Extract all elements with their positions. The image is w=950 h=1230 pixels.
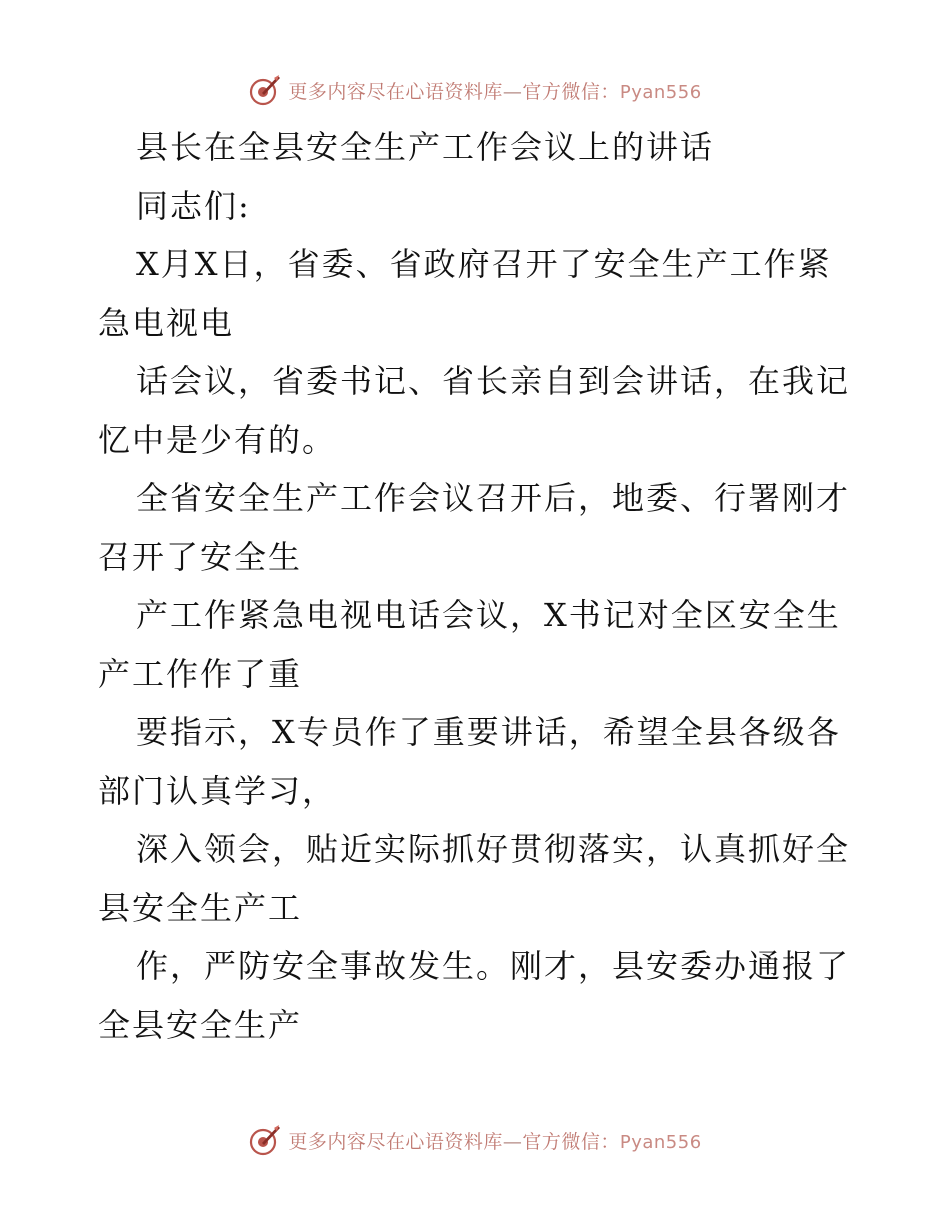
document-body: [98, 118, 858, 1054]
watermark-text: 更多内容尽在心语资料库—官方微信：Pyan556: [288, 1130, 702, 1153]
text-line: 产工作紧急电视电话会议，X书记对全区安全生: [136, 596, 841, 634]
quill-pen-icon: [248, 73, 282, 107]
watermark-text: 更多内容尽在心语资料库—官方微信：Pyan556: [288, 80, 702, 103]
text-line: 召开了安全生: [98, 537, 303, 576]
text-line: 同志们:: [136, 186, 251, 225]
text-line: X月X日，省委、省政府召开了安全生产工作紧: [136, 245, 832, 283]
footer-watermark: [0, 1120, 950, 1160]
text-line: 话会议，省委书记、省长亲自到会讲话，在我记: [136, 362, 851, 400]
text-line: 全县安全生产: [98, 1005, 303, 1044]
text-line: 全省安全生产工作会议召开后，地委、行署刚才: [136, 479, 851, 517]
document-title: 县长在全县安全生产工作会议上的讲话: [136, 128, 715, 166]
text-line: 急电视电: [98, 303, 235, 342]
text-line: 产工作作了重: [98, 654, 303, 693]
text-line: 要指示，X专员作了重要讲话，希望全县各级各: [136, 713, 841, 751]
header-watermark: [0, 70, 950, 110]
text-line: 忆中是少有的。: [98, 420, 337, 459]
text-line: 作，严防安全事故发生。刚才，县安委办通报了: [136, 947, 851, 985]
quill-pen-icon: [248, 1123, 282, 1157]
text-line: 部门认真学习，: [98, 771, 337, 810]
text-line: 深入领会，贴近实际抓好贯彻落实，认真抓好全: [136, 830, 851, 868]
text-line: 县安全生产工: [98, 888, 303, 927]
